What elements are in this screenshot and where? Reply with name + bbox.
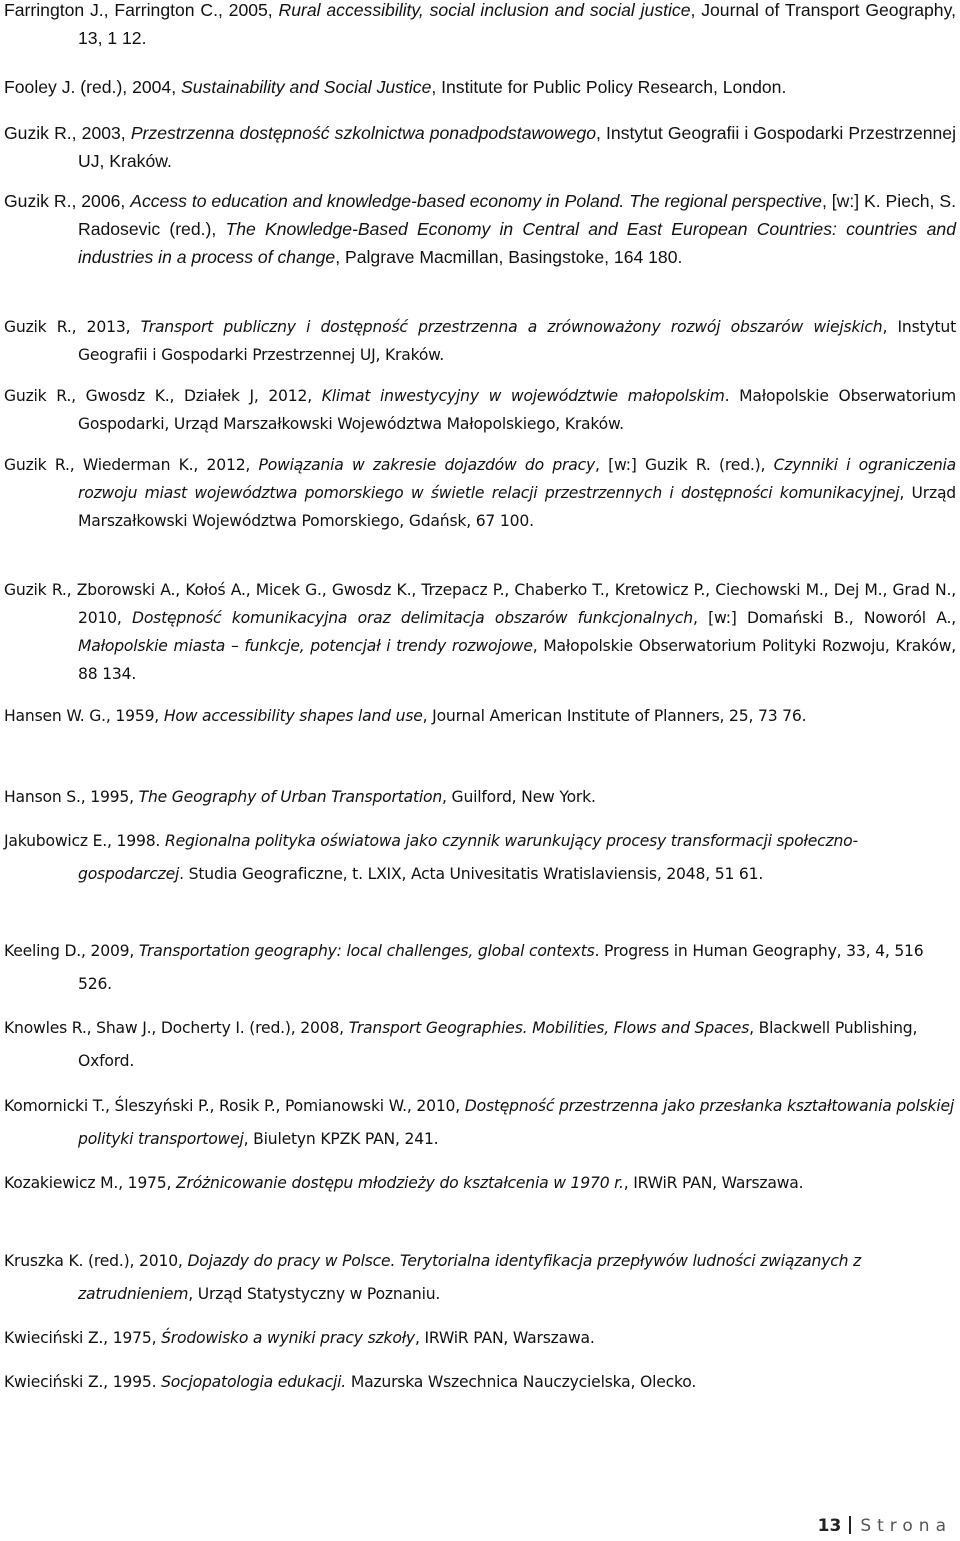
ref-title: Dojazdy do pracy w Polsce. Terytorialna identyfikacja przepływów ludności związanych z zatrudnieniem <box>78 1252 862 1303</box>
ref-text: Knowles R., Shaw J., Docherty I. (red.), 2008, <box>4 1019 349 1037</box>
ref-text: . Małopolskie Obserwatorium Gospodarki, Urząd Marszałkowski Województwa Małopolskiego, Kraków. <box>78 387 957 433</box>
ref-title: Transport Geographies. Mobilities, Flows and Spaces <box>348 1019 750 1037</box>
ref-text: , Urząd Statystyczny w Poznaniu. <box>188 1285 441 1303</box>
ref-text: Jakubowicz E., 1998. <box>4 832 165 850</box>
ref-title: Dostępność komunikacyjna oraz delimitacja obszarów funkcjonalnych <box>132 609 693 627</box>
reference-entry <box>4 119 956 175</box>
ref-title: Transportation geography: local challenges, global contexts <box>138 942 595 960</box>
ref-text: Hansen W. G., 1959, <box>4 707 164 725</box>
ref-text: . Progress in Human Geography, 33, 4, 516 526. <box>78 942 924 993</box>
ref-text: Kwieciński Z., 1995. <box>4 1373 162 1391</box>
page-number: 13 <box>817 1516 842 1536</box>
page-footer <box>700 1514 952 1538</box>
reference-entry <box>4 781 956 814</box>
reference-entry <box>4 825 956 891</box>
reference-entry <box>4 451 956 535</box>
ref-title: Dostępność przestrzenna jako przesłanka kształtowania polskiej polityki transportowej <box>78 1097 955 1148</box>
ref-title: How accessibility shapes land use <box>163 707 423 725</box>
ref-text: , Biuletyn KPZK PAN, 241. <box>243 1130 439 1148</box>
ref-text: Kozakiewicz M., 1975, <box>4 1174 177 1192</box>
reference-entry <box>4 313 956 369</box>
ref-title: Czynniki i ograniczenia rozwoju miast województwa pomorskiego w świetle relacji przestrzennych i dostępności komunikacyjnej <box>78 456 957 502</box>
ref-text: Guzik R., 2006, <box>4 191 131 211</box>
ref-text: , Małopolskie Obserwatorium Polityki Rozwoju, Kraków, 88 134. <box>78 637 956 683</box>
reference-entry <box>4 935 956 1001</box>
ref-text: , [w:] Domański B., Noworól A., <box>692 609 956 627</box>
ref-title: Przestrzenna dostępność szkolnictwa ponadpodstawowego <box>130 123 597 143</box>
ref-text: Guzik R., Wiederman K., 2012, <box>4 456 259 474</box>
ref-text: , Instytut Geografii i Gospodarki Przestrzennej UJ, Kraków. <box>78 123 956 171</box>
ref-title: Klimat inwestycyjny w województwie małopolskim <box>321 387 725 405</box>
ref-title: Rural accessibility, social inclusion and social justice <box>278 0 691 20</box>
reference-entry <box>4 187 956 271</box>
ref-text: Guzik R., Gwosdz K., Działek J, 2012, <box>4 387 322 405</box>
reference-entry <box>4 1167 956 1200</box>
ref-text: , Guilford, New York. <box>442 788 596 806</box>
ref-text: , Palgrave Macmillan, Basingstoke, 164 180. <box>335 247 683 267</box>
ref-text: Komornicki T., Śleszyński P., Rosik P., Pomianowski W., 2010, <box>4 1097 465 1115</box>
ref-text: Keeling D., 2009, <box>4 942 139 960</box>
ref-text: Mazurska Wszechnica Nauczycielska, Olecko. <box>346 1373 697 1391</box>
ref-title: Access to education and knowledge-based economy in Poland. The regional perspective <box>130 191 822 211</box>
ref-title: The Geography of Urban Transportation <box>138 788 443 806</box>
reference-entry <box>4 1366 956 1399</box>
ref-text: , IRWiR PAN, Warszawa. <box>623 1174 804 1192</box>
ref-text: Guzik R., 2013, <box>4 318 141 336</box>
ref-text: , [w:] K. Piech, S. Radosevic (red.), <box>78 191 956 239</box>
ref-text: , Journal of Transport Geography, 13, 1 12. <box>78 0 956 48</box>
ref-text: Farrington J., Farrington C., 2005, <box>4 0 279 20</box>
ref-title: Sustainability and Social Justice <box>181 77 432 97</box>
reference-entry <box>4 0 956 52</box>
ref-title: The Knowledge-Based Economy in Central and East European Countries: countries and industries in a process of change <box>78 219 957 267</box>
reference-entry <box>4 1012 956 1078</box>
reference-entry <box>4 1090 956 1156</box>
ref-text: , [w:] Guzik R. (red.), <box>595 456 774 474</box>
ref-text: Guzik R., Zborowski A., Kołoś A., Micek G., Gwosdz K., Trzepacz P., Chaberko T., Kretowicz P., Ciechowski M., Dej M., Grad N., 2010, <box>4 581 956 627</box>
ref-text: Guzik R., 2003, <box>4 123 131 143</box>
ref-text: , Journal American Institute of Planners, 25, 73 76. <box>422 707 807 725</box>
reference-entry <box>4 702 956 730</box>
ref-title: Zróżnicowanie dostępu młodzieży do kształcenia w 1970 r. <box>176 1174 624 1192</box>
ref-text: Hanson S., 1995, <box>4 788 139 806</box>
ref-text: Kruszka K. (red.), 2010, <box>4 1252 188 1270</box>
reference-entry <box>4 576 956 688</box>
ref-title: Transport publiczny i dostępność przestrzenna a zrównoważony rozwój obszarów wiejskich <box>140 318 883 336</box>
ref-text: . Studia Geograficzne, t. LXIX, Acta Univesitatis Wratislaviensis, 2048, 51 61. <box>179 865 764 883</box>
reference-entry <box>4 382 956 438</box>
ref-title: Socjopatologia edukacji. <box>161 1373 347 1391</box>
ref-title: Regionalna polityka oświatowa jako czynnik warunkujący procesy transformacji społeczno-gospodarczej <box>78 832 858 883</box>
ref-text: , Instytut Geografii i Gospodarki Przestrzennej UJ, Kraków. <box>78 318 956 364</box>
ref-title: Powiązania w zakresie dojazdów do pracy <box>258 456 595 474</box>
reference-entry <box>4 1322 956 1355</box>
page-label: Strona <box>860 1516 952 1536</box>
ref-text: , Blackwell Publishing, Oxford. <box>78 1019 918 1070</box>
ref-text: Fooley J. (red.), 2004, <box>4 77 181 97</box>
reference-entry <box>4 73 956 101</box>
ref-text: , Institute for Public Policy Research, London. <box>431 77 787 97</box>
ref-text: Kwieciński Z., 1975, <box>4 1329 162 1347</box>
reference-entry <box>4 1245 956 1311</box>
ref-text: , Urząd Marszałkowski Województwa Pomorskiego, Gdańsk, 67 100. <box>78 484 956 530</box>
ref-title: Małopolskie miasta – funkcje, potencjał i trendy rozwojowe <box>78 637 533 655</box>
ref-title: Środowisko a wyniki pracy szkoły <box>161 1329 415 1347</box>
footer-divider <box>849 1516 851 1534</box>
ref-text: , IRWiR PAN, Warszawa. <box>414 1329 595 1347</box>
